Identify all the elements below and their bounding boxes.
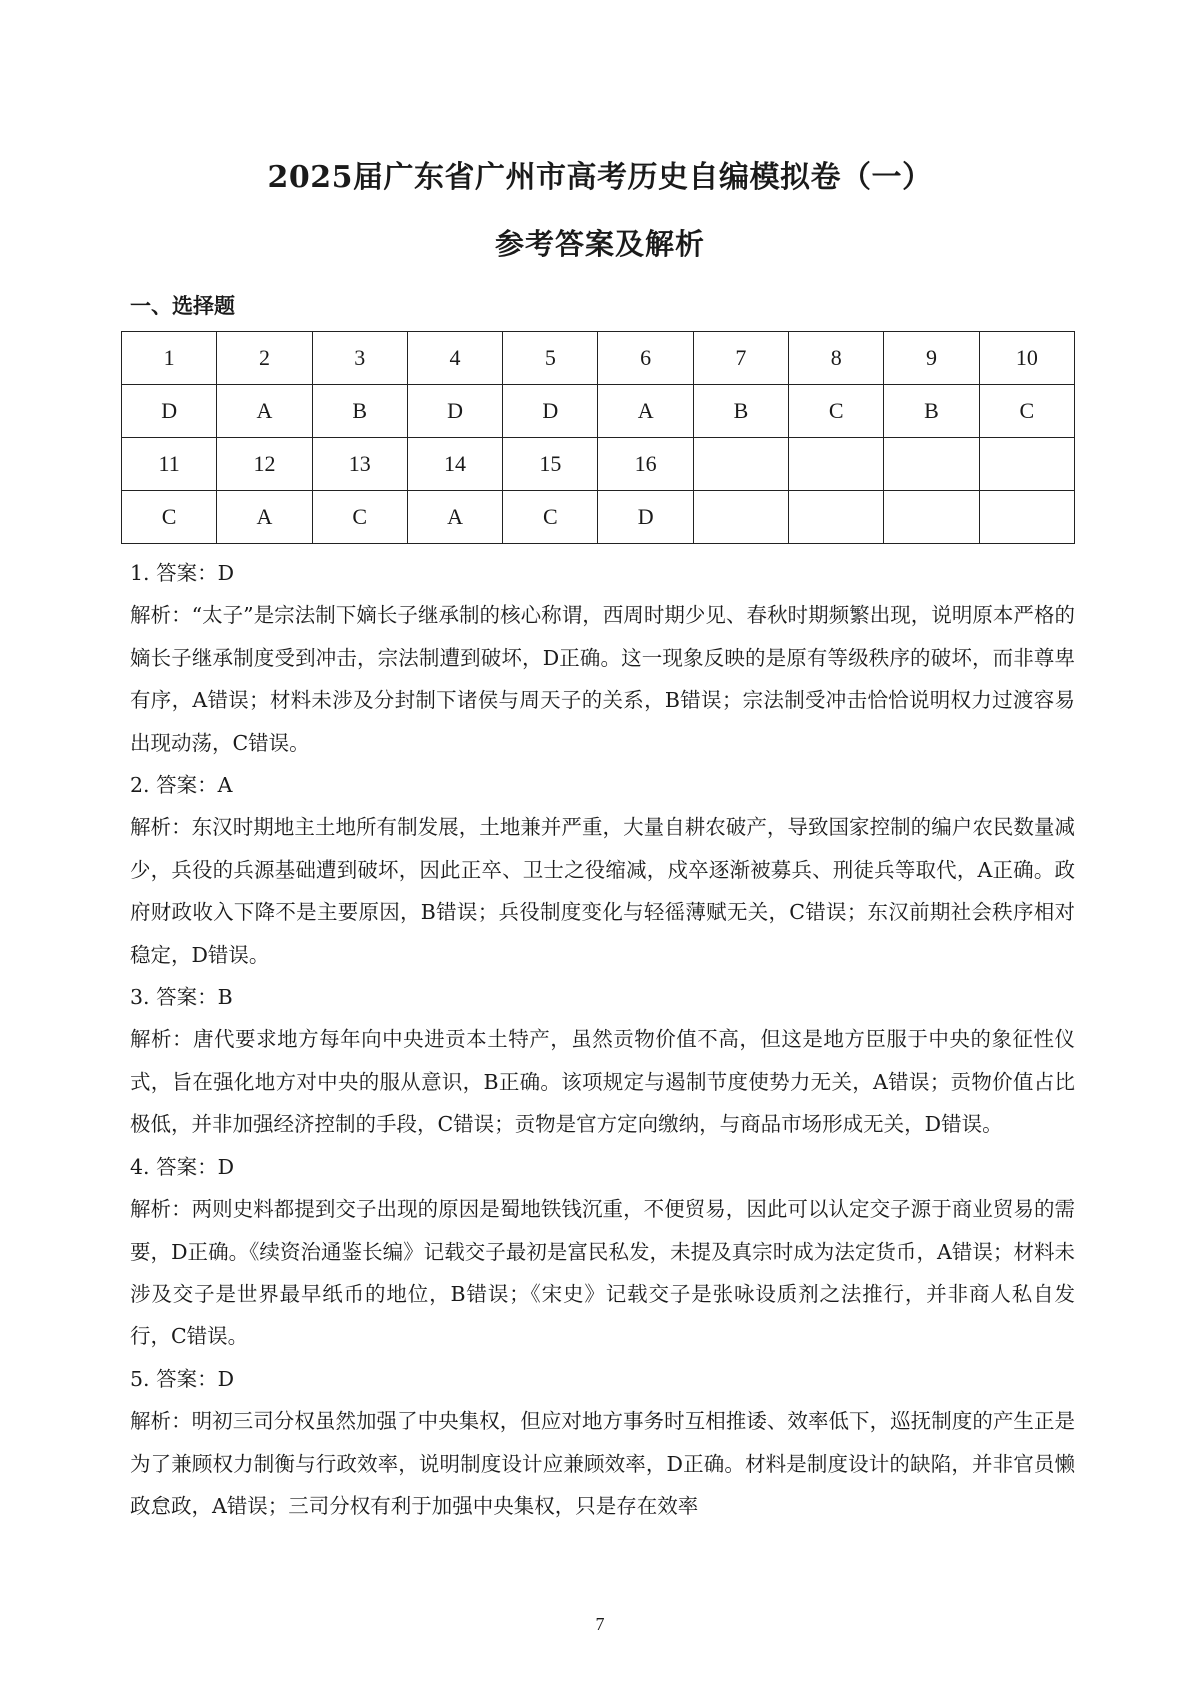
table-cell: 6	[598, 332, 693, 385]
table-cell	[693, 438, 788, 491]
table-cell	[693, 491, 788, 544]
table-cell: D	[122, 385, 217, 438]
table-cell: 1	[122, 332, 217, 385]
table-cell: 16	[598, 438, 693, 491]
analysis-paragraph-3: 解析：唐代要求地方每年向中央进贡本土特产，虽然贡物价值不高，但这是地方臣服于中央的象征性仪式，旨在强化地方对中央的服从意识，B正确。该项规定与遏制节度使势力无关，A错误；贡物价值占比极低，并非加强经济控制的手段，C错误；贡物是官方定向缴纳，与商品市场形成无关，D错误。	[130, 1027, 1075, 1137]
table-cell: 2	[217, 332, 312, 385]
answer-line-4: 4. 答案：D	[130, 1154, 235, 1179]
table-cell: 11	[122, 438, 217, 491]
answer-line-1: 1. 答案：D	[130, 561, 235, 585]
table-cell: 8	[789, 332, 884, 385]
table-cell	[789, 438, 884, 491]
answer-explanations	[130, 552, 1075, 1527]
answer-line-5: 5. 答案：D	[130, 1366, 235, 1391]
answer-line-2: 2. 答案：A	[130, 773, 233, 798]
table-cell: 10	[979, 332, 1074, 385]
table-row	[122, 385, 1075, 438]
table-cell: D	[598, 491, 693, 544]
document-subtitle: 参考答案及解析	[494, 227, 705, 261]
table-cell	[884, 438, 979, 491]
table-cell: A	[217, 491, 312, 544]
table-cell: C	[503, 491, 598, 544]
table-cell: B	[884, 385, 979, 438]
table-cell	[884, 491, 979, 544]
table-cell: C	[979, 385, 1074, 438]
table-cell: A	[217, 385, 312, 438]
table-cell: 15	[503, 438, 598, 491]
table-cell	[979, 438, 1074, 491]
table-cell: 5	[503, 332, 598, 385]
table-row	[122, 332, 1075, 385]
table-cell: 3	[312, 332, 407, 385]
table-cell: 14	[407, 438, 502, 491]
table-cell: C	[312, 491, 407, 544]
table-cell	[789, 491, 884, 544]
table-cell: B	[693, 385, 788, 438]
analysis-paragraph-4: 解析：两则史料都提到交子出现的原因是蜀地铁钱沉重，不便贸易，因此可以认定交子源于商业贸易的需要，D正确。《续资治通鉴长编》记载交子最初是富民私发，未提及真宗时成为法定货币，A错误；材料未涉及交子是世界最早纸币的地位，B错误；《宋史》记载交子是张咏设质剂之法推行，并非商人私自发行，C错误。	[130, 1197, 1075, 1349]
table-cell: 13	[312, 438, 407, 491]
table-cell: C	[122, 491, 217, 544]
table-cell: A	[407, 491, 502, 544]
table-cell: 7	[693, 332, 788, 385]
table-cell: 9	[884, 332, 979, 385]
table-cell: B	[312, 385, 407, 438]
table-cell: 12	[217, 438, 312, 491]
page-number: 7	[595, 1614, 605, 1634]
document-title: 2025届广东省广州市高考历史自编模拟卷（一）	[267, 160, 933, 195]
table-row	[122, 491, 1075, 544]
analysis-paragraph-1: 解析：“太子”是宗法制下嫡长子继承制的核心称谓，西周时期少见、春秋时期频繁出现，说明原本严格的嫡长子继承制度受到冲击，宗法制遭到破坏，D正确。这一现象反映的是原有等级秩序的破坏，而非尊卑有序，A错误；材料未涉及分封制下诸侯与周天子的关系，B错误；宗法制受冲击恰恰说明权力过渡容易出现动荡，C错误。	[130, 603, 1075, 755]
analysis-paragraph-2: 解析：东汉时期地主土地所有制发展，土地兼并严重，大量自耕农破产，导致国家控制的编户农民数量减少，兵役的兵源基础遭到破坏，因此正卒、卫士之役缩减，戍卒逐渐被募兵、刑徒兵等取代，A正确。政府财政收入下降不是主要原因，B错误；兵役制度变化与轻徭薄赋无关，C错误；东汉前期社会秩序相对稳定，D错误。	[130, 815, 1075, 967]
table-cell	[979, 491, 1074, 544]
table-cell: C	[789, 385, 884, 438]
table-cell: D	[407, 385, 502, 438]
answer-line-3: 3. 答案：B	[130, 985, 233, 1010]
table-cell: 4	[407, 332, 502, 385]
answer-table	[121, 331, 1075, 544]
section-heading: 一、选择题	[130, 293, 235, 318]
table-cell: A	[598, 385, 693, 438]
table-row	[122, 438, 1075, 491]
table-cell: D	[503, 385, 598, 438]
analysis-paragraph-5: 解析：明初三司分权虽然加强了中央集权，但应对地方事务时互相推诿、效率低下，巡抚制度的产生正是为了兼顾权力制衡与行政效率，说明制度设计应兼顾效率，D正确。材料是制度设计的缺陷，并非官员懒政怠政，A错误；三司分权有利于加强中央集权，只是存在效率	[130, 1409, 1075, 1518]
